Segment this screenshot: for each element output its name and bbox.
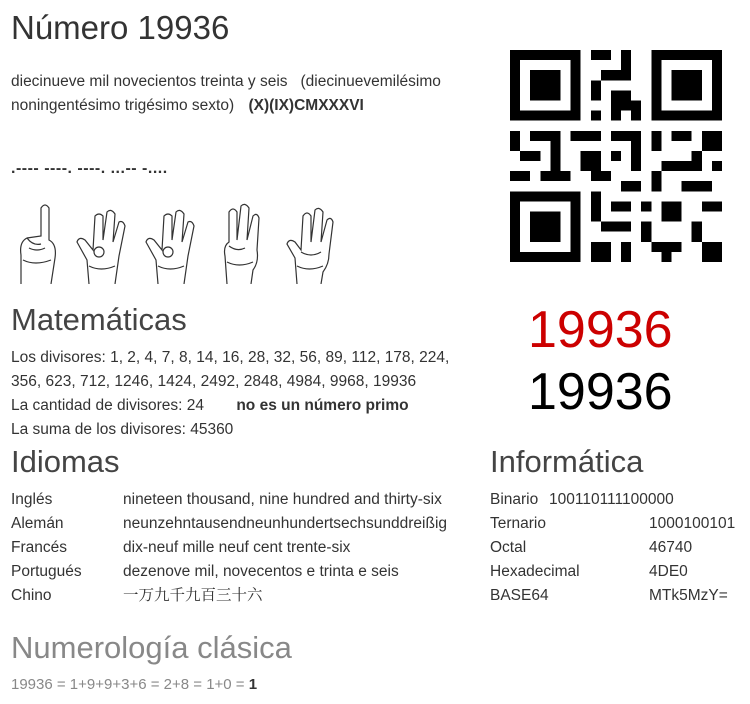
numerology-result: 1: [248, 676, 258, 693]
hand-three-icon: [215, 200, 267, 284]
number-display-black: 19936: [528, 363, 673, 421]
qr-code-icon: [510, 50, 722, 262]
hand-six-icon: [285, 200, 337, 284]
number-words-text: diecinueve mil novecientos treinta y seis: [11, 73, 288, 90]
math-heading: Matemáticas: [11, 302, 187, 337]
base-value: MTk5MzY=: [649, 587, 728, 604]
language-text: dezenove mil, novecentos e trinta e seis: [123, 563, 399, 580]
numerology-heading: Numerología clásica: [11, 630, 292, 665]
language-text: 一万九千九百三十六: [123, 587, 263, 604]
base-label: Hexadecimal: [490, 563, 580, 580]
base-value: 4DE0: [649, 563, 688, 580]
number-display-red: 19936: [528, 301, 673, 359]
language-text: nineteen thousand, nine hundred and thirty-six: [123, 491, 442, 508]
base-value: 46740: [649, 539, 693, 556]
base-label: BASE64: [490, 587, 549, 604]
hand-one-finger-icon: [11, 200, 63, 284]
language-label: Inglés: [11, 491, 53, 508]
divisor-sum-value: 45360: [190, 421, 234, 438]
base-value: 1000100101: [649, 515, 736, 532]
page-title: Número 19936: [11, 9, 230, 46]
math-section: [11, 346, 481, 442]
language-label: Francés: [11, 539, 67, 556]
divisor-sum-label: La suma de los divisores:: [11, 421, 186, 438]
ordinal-text: (diecinuevemilésimo noningentésimo trigésimo sexto): [11, 73, 441, 114]
number-words: [11, 70, 476, 118]
hand-nine-icon: [75, 200, 127, 284]
base-label: Binario: [490, 491, 539, 508]
hand-nine-icon: [144, 200, 196, 284]
sign-language-hands: [11, 200, 341, 284]
divisor-count-line: [11, 394, 481, 418]
language-text: neunzehntausendneunhundertsechsunddreißig: [123, 515, 448, 532]
language-label: Alemán: [11, 515, 64, 532]
morse-code: .---- ----. ----. ...-- -....: [11, 160, 168, 177]
divisors-list: 1, 2, 4, 7, 8, 14, 16, 28, 32, 56, 89, 112, 178, 224, 356, 623, 712, 1246, 1424, 2492, 2848, 4984, 9968, 19936: [11, 349, 450, 390]
prime-status: no es un número primo: [236, 397, 409, 414]
base-value: 100110111100000: [549, 491, 674, 508]
base-label: Ternario: [490, 515, 546, 532]
divisor-count-label: La cantidad de divisores:: [11, 397, 183, 414]
divisor-count-value: 24: [186, 397, 205, 414]
informatics-heading: Informática: [490, 444, 644, 479]
language-label: Portugués: [11, 563, 82, 580]
divisors-line: [11, 346, 481, 394]
base-label: Octal: [490, 539, 527, 556]
roman-numeral: (X)(IX)CMXXXVI: [248, 97, 364, 114]
numerology-formula: [11, 676, 257, 693]
numerology-steps: 19936 = 1+9+9+3+6 = 2+8 = 1+0 =: [11, 676, 249, 693]
divisors-label: Los divisores:: [11, 349, 106, 366]
languages-heading: Idiomas: [11, 444, 120, 479]
language-text: dix-neuf mille neuf cent trente-six: [123, 539, 351, 556]
language-label: Chino: [11, 587, 52, 604]
divisor-sum-line: [11, 418, 481, 442]
